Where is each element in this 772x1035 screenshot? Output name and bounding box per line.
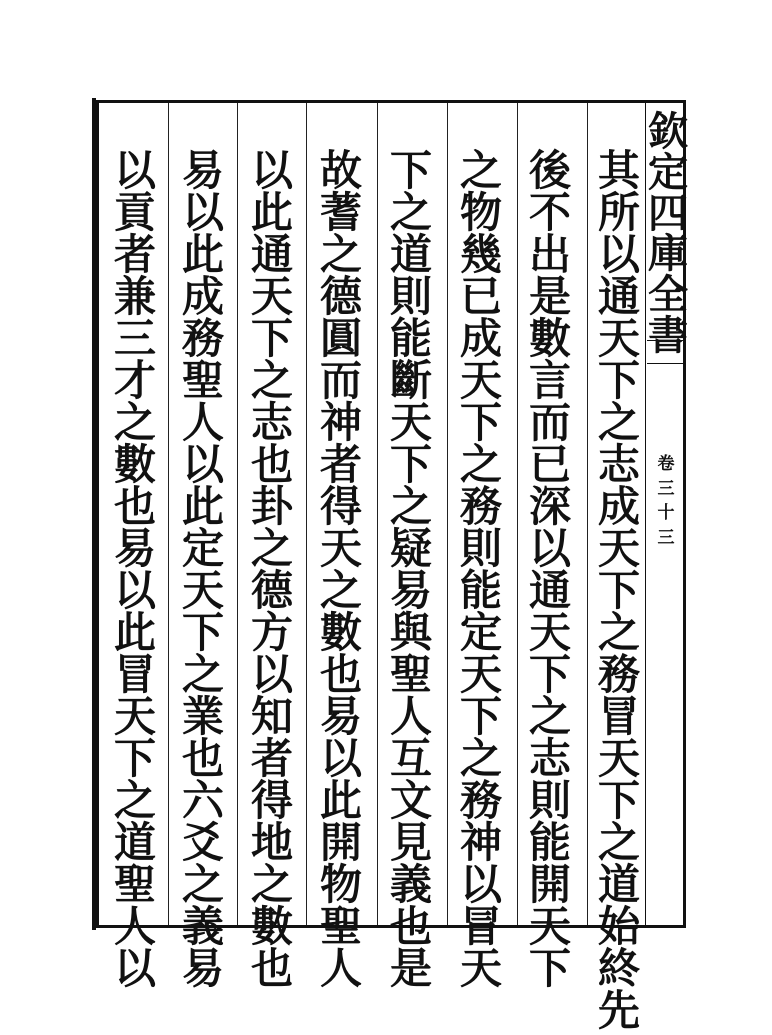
juan-char: 三 xyxy=(657,527,675,548)
text-char: 開 xyxy=(319,818,362,867)
text-char: 得 xyxy=(319,482,362,531)
text-char: 務 xyxy=(181,314,224,363)
text-char: 貢 xyxy=(113,188,156,237)
text-char: 之 xyxy=(459,146,502,195)
text-char: 數 xyxy=(528,314,571,363)
text-char: 神 xyxy=(459,818,502,867)
text-char: 知 xyxy=(250,692,293,741)
text-char: 志 xyxy=(597,440,640,489)
text-char: 物 xyxy=(459,188,502,237)
text-char: 天 xyxy=(597,524,640,573)
text-char: 以 xyxy=(597,230,640,279)
text-char: 其 xyxy=(597,146,640,195)
text-char: 以 xyxy=(459,860,502,909)
text-char: 兼 xyxy=(113,272,156,321)
text-char: 下 xyxy=(389,146,432,195)
text-char: 志 xyxy=(528,734,571,783)
text-column-8 xyxy=(105,146,165,993)
text-char: 以 xyxy=(113,566,156,615)
text-char: 人 xyxy=(181,398,224,447)
text-char: 之 xyxy=(597,398,640,447)
text-char: 成 xyxy=(181,272,224,321)
text-char: 此 xyxy=(181,482,224,531)
text-char: 開 xyxy=(528,860,571,909)
text-char: 幾 xyxy=(459,230,502,279)
margin-fish-tail-divider xyxy=(647,340,685,364)
text-char: 之 xyxy=(459,440,502,489)
text-char: 文 xyxy=(389,776,432,825)
text-char: 才 xyxy=(113,356,156,405)
text-char: 定 xyxy=(459,608,502,657)
text-char: 天 xyxy=(389,398,432,447)
text-char: 地 xyxy=(250,818,293,867)
text-char: 冒 xyxy=(459,902,502,951)
text-char: 是 xyxy=(528,272,571,321)
text-char: 見 xyxy=(389,818,432,867)
text-char: 天 xyxy=(113,692,156,741)
text-char: 天 xyxy=(319,524,362,573)
text-char: 者 xyxy=(250,734,293,783)
text-char: 之 xyxy=(319,230,362,279)
text-char: 以 xyxy=(113,146,156,195)
column-rule xyxy=(237,103,238,925)
text-char: 言 xyxy=(528,356,571,405)
margin-title-char: 四 xyxy=(648,189,688,237)
text-char: 數 xyxy=(250,902,293,951)
text-char: 天 xyxy=(597,314,640,363)
text-char: 義 xyxy=(181,902,224,951)
text-char: 之 xyxy=(250,860,293,909)
text-char: 天 xyxy=(597,734,640,783)
text-column-6 xyxy=(242,146,302,993)
text-char: 成 xyxy=(597,482,640,531)
text-char: 此 xyxy=(113,608,156,657)
text-char: 下 xyxy=(113,734,156,783)
text-char: 也 xyxy=(181,734,224,783)
text-char: 者 xyxy=(113,230,156,279)
text-char: 不 xyxy=(528,188,571,237)
text-char: 而 xyxy=(528,398,571,447)
text-char: 故 xyxy=(319,146,362,195)
text-char: 能 xyxy=(528,818,571,867)
text-char: 人 xyxy=(113,902,156,951)
text-char: 之 xyxy=(597,818,640,867)
text-char: 下 xyxy=(459,692,502,741)
text-column-2 xyxy=(520,146,580,993)
text-char: 冒 xyxy=(113,650,156,699)
text-char: 也 xyxy=(113,482,156,531)
juan-char: 十 xyxy=(657,503,675,524)
text-char: 已 xyxy=(459,272,502,321)
text-char: 成 xyxy=(459,314,502,363)
text-char: 易 xyxy=(181,944,224,993)
text-char: 之 xyxy=(181,650,224,699)
text-char: 六 xyxy=(181,776,224,825)
text-char: 志 xyxy=(250,398,293,447)
text-char: 也 xyxy=(250,944,293,993)
text-char: 天 xyxy=(459,944,502,993)
margin-title-char: 欽 xyxy=(648,108,688,155)
text-column-1 xyxy=(589,146,649,1035)
text-char: 數 xyxy=(113,440,156,489)
text-char: 先 xyxy=(597,986,640,1035)
text-char: 下 xyxy=(528,944,571,993)
text-char: 之 xyxy=(597,608,640,657)
text-char: 之 xyxy=(113,398,156,447)
text-char: 通 xyxy=(597,272,640,321)
text-char: 務 xyxy=(459,482,502,531)
text-char: 疑 xyxy=(389,524,432,573)
text-char: 出 xyxy=(528,230,571,279)
text-char: 也 xyxy=(250,440,293,489)
juan-char: 三 xyxy=(657,478,675,499)
text-char: 之 xyxy=(250,356,293,405)
text-char: 得 xyxy=(250,776,293,825)
text-char: 所 xyxy=(597,188,640,237)
text-char: 下 xyxy=(389,440,432,489)
text-char: 下 xyxy=(597,776,640,825)
text-char: 之 xyxy=(113,776,156,825)
text-char: 方 xyxy=(250,608,293,657)
text-char: 深 xyxy=(528,482,571,531)
text-char: 天 xyxy=(528,902,571,951)
text-char: 而 xyxy=(319,356,362,405)
text-char: 始 xyxy=(597,902,640,951)
text-char: 之 xyxy=(389,482,432,531)
text-char: 務 xyxy=(597,650,640,699)
text-char: 終 xyxy=(597,944,640,993)
text-char: 聖 xyxy=(113,860,156,909)
text-char: 以 xyxy=(181,440,224,489)
text-char: 數 xyxy=(319,608,362,657)
text-char: 則 xyxy=(459,524,502,573)
text-char: 卦 xyxy=(250,482,293,531)
column-rule xyxy=(517,103,518,925)
text-char: 聖 xyxy=(319,902,362,951)
text-char: 之 xyxy=(528,692,571,741)
text-char: 德 xyxy=(319,272,362,321)
text-column-3 xyxy=(451,146,511,993)
text-char: 此 xyxy=(319,776,362,825)
text-char: 下 xyxy=(597,566,640,615)
text-char: 能 xyxy=(389,314,432,363)
text-char: 之 xyxy=(181,860,224,909)
text-char: 下 xyxy=(459,398,502,447)
text-char: 天 xyxy=(459,356,502,405)
text-char: 道 xyxy=(113,818,156,867)
text-char: 易 xyxy=(319,692,362,741)
text-char: 天 xyxy=(250,272,293,321)
text-char: 道 xyxy=(597,860,640,909)
text-char: 者 xyxy=(319,440,362,489)
text-char: 冒 xyxy=(597,692,640,741)
text-char: 物 xyxy=(319,860,362,909)
text-char: 以 xyxy=(113,944,156,993)
text-char: 天 xyxy=(528,608,571,657)
text-char: 與 xyxy=(389,608,432,657)
text-char: 下 xyxy=(597,356,640,405)
text-char: 以 xyxy=(181,188,224,237)
text-column-7 xyxy=(173,146,233,993)
text-char: 德 xyxy=(250,566,293,615)
text-char: 之 xyxy=(250,524,293,573)
text-char: 通 xyxy=(528,566,571,615)
text-char: 斷 xyxy=(389,356,432,405)
column-rule xyxy=(447,103,448,925)
margin-title-char: 庫 xyxy=(648,230,688,278)
text-char: 易 xyxy=(181,146,224,195)
column-rule xyxy=(168,103,169,925)
text-char: 圓 xyxy=(319,314,362,363)
text-char: 天 xyxy=(459,650,502,699)
text-char: 聖 xyxy=(181,356,224,405)
text-char: 爻 xyxy=(181,818,224,867)
text-char: 下 xyxy=(528,650,571,699)
text-char: 業 xyxy=(181,692,224,741)
text-char: 神 xyxy=(319,398,362,447)
text-char: 之 xyxy=(389,188,432,237)
margin-title-char: 書 xyxy=(648,311,688,359)
text-char: 下 xyxy=(250,314,293,363)
column-rule xyxy=(377,103,378,925)
juan-char: 卷 xyxy=(657,454,675,474)
text-char: 能 xyxy=(459,566,502,615)
text-char: 也 xyxy=(319,650,362,699)
text-char: 是 xyxy=(389,944,432,993)
text-char: 務 xyxy=(459,776,502,825)
text-char: 之 xyxy=(319,566,362,615)
column-rule xyxy=(306,103,307,925)
text-char: 以 xyxy=(528,524,571,573)
text-char: 聖 xyxy=(389,650,432,699)
margin-title-char: 全 xyxy=(648,271,688,319)
text-char: 以 xyxy=(319,734,362,783)
text-char: 後 xyxy=(528,146,571,195)
text-char: 此 xyxy=(181,230,224,279)
column-rule xyxy=(587,103,588,925)
text-column-5 xyxy=(311,146,371,993)
text-char: 則 xyxy=(389,272,432,321)
text-char: 通 xyxy=(250,230,293,279)
text-char: 定 xyxy=(181,524,224,573)
text-char: 人 xyxy=(319,944,362,993)
text-char: 也 xyxy=(389,902,432,951)
text-char: 天 xyxy=(181,566,224,615)
text-char: 下 xyxy=(181,608,224,657)
text-char: 之 xyxy=(459,734,502,783)
text-char: 以 xyxy=(250,650,293,699)
text-column-4 xyxy=(381,146,441,993)
text-char: 道 xyxy=(389,230,432,279)
text-char: 蓍 xyxy=(319,188,362,237)
text-char: 此 xyxy=(250,188,293,237)
text-char: 已 xyxy=(528,440,571,489)
text-char: 人 xyxy=(389,692,432,741)
text-char: 互 xyxy=(389,734,432,783)
margin-title-char: 定 xyxy=(648,148,688,196)
text-char: 以 xyxy=(250,146,293,195)
text-char: 則 xyxy=(528,776,571,825)
text-char: 三 xyxy=(113,314,156,363)
margin-juan-number xyxy=(652,452,680,551)
text-char: 易 xyxy=(113,524,156,573)
margin-book-title xyxy=(648,108,688,359)
text-char: 義 xyxy=(389,860,432,909)
text-char: 易 xyxy=(389,566,432,615)
